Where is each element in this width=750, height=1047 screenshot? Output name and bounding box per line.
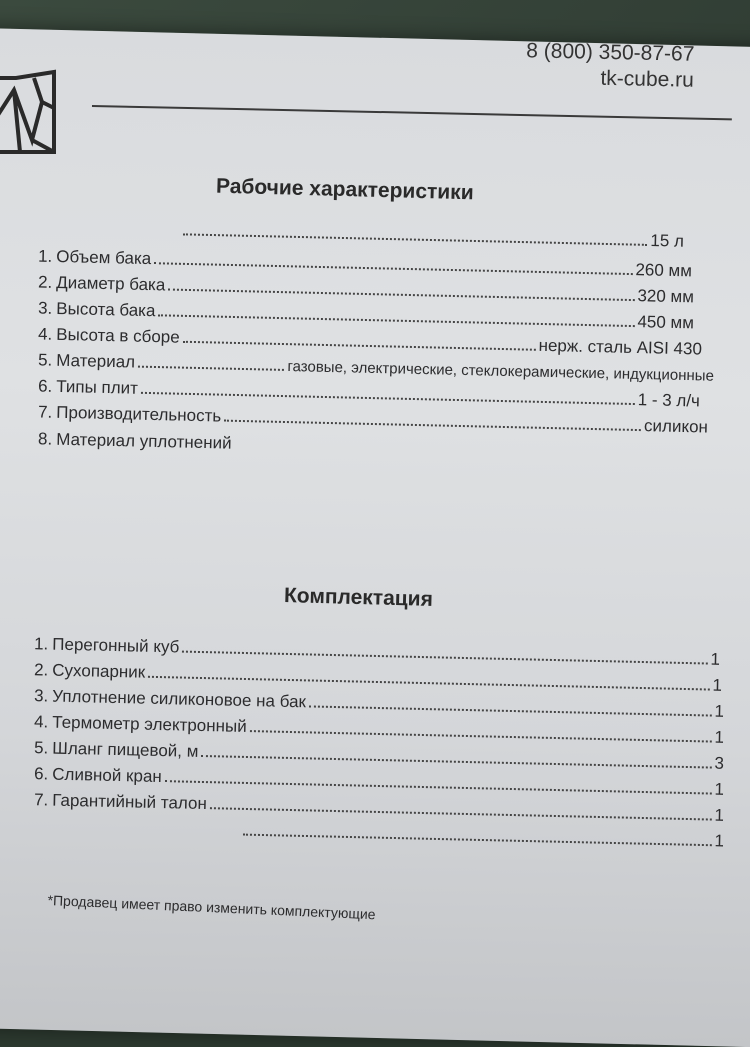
kit-quantity: 1: [714, 701, 725, 721]
spec-label: Материал: [56, 350, 136, 372]
leader-dots: [158, 314, 634, 327]
kit-number: 2.: [33, 660, 49, 680]
kit-number: 4.: [33, 712, 49, 732]
spec-label: Типы плит: [56, 376, 139, 398]
kit-number: 3.: [33, 686, 49, 706]
kit-label: Перегонный куб: [52, 634, 180, 657]
spec-label: Высота в сборе: [56, 324, 180, 347]
spec-value: 15 л: [650, 230, 685, 251]
leader-dots: [168, 289, 634, 302]
contact-block: [525, 38, 694, 94]
leader-dots: [210, 807, 712, 820]
leader-dots: [154, 262, 632, 275]
leader-dots: [183, 233, 647, 246]
kit-label: Сливной кран: [52, 764, 163, 787]
spec-value: 1 - 3 л/ч: [637, 390, 701, 411]
spec-number: 8.: [37, 429, 53, 449]
leader-dots: [138, 366, 284, 371]
leader-dots: [141, 392, 635, 405]
kit-trailing-row: [240, 821, 724, 852]
spec-number: 2.: [37, 272, 53, 292]
kit-quantity: 1: [714, 805, 725, 825]
kit-number: 1.: [33, 634, 49, 654]
header-divider: [92, 105, 732, 120]
kit-label: Уплотнение силиконовое на бак: [52, 686, 307, 712]
spec-value: 450 мм: [637, 312, 695, 333]
kit-quantity: 1: [712, 675, 723, 695]
spec-value: газовые, электрические, стеклокерамические, индукционные: [287, 357, 715, 385]
spec-value: нерж. сталь AISI 430: [538, 335, 703, 359]
spec-number: 7.: [37, 402, 53, 422]
phone-number: 8 (800) 350-87-67: [525, 39, 695, 66]
kit-quantity: 1: [714, 831, 725, 851]
kit-label: Гарантийный талон: [52, 790, 208, 814]
kit-label: Термометр электронный: [52, 712, 247, 736]
leader-dots: [309, 705, 712, 716]
kit-quantity: 1: [710, 649, 721, 669]
specs-top-row: [180, 220, 684, 251]
kit-title: Комплектация: [283, 584, 434, 611]
spec-number: 5.: [37, 350, 53, 370]
spec-number: 6.: [37, 376, 53, 396]
spec-label: Объем бака: [56, 246, 152, 269]
leader-dots: [148, 676, 709, 691]
spec-value: 320 мм: [637, 286, 695, 307]
website-link: tk-cube.ru: [600, 66, 694, 92]
spec-number: 4.: [37, 324, 53, 344]
leader-dots: [182, 651, 707, 665]
spec-label: Материал уплотнений: [56, 429, 232, 453]
kit-quantity: 1: [714, 727, 725, 747]
specs-title: Рабочие характеристики: [215, 174, 474, 205]
spec-row: [38, 429, 278, 454]
leader-dots: [250, 730, 712, 742]
kit-number: 6.: [33, 764, 49, 784]
spec-number: 3.: [37, 298, 53, 318]
kit-quantity: 1: [714, 779, 725, 799]
leader-dots: [243, 834, 711, 847]
spec-label: Производительность: [56, 402, 222, 426]
spec-label: Высота бака: [56, 298, 156, 321]
leader-dots: [183, 341, 536, 351]
spec-number: 1.: [37, 246, 53, 266]
company-logo: [0, 68, 62, 154]
leader-dots: [224, 420, 641, 431]
spec-value: 260 мм: [635, 260, 693, 281]
footnote: *Продавец имеет право изменить комплектующие: [47, 892, 376, 923]
kit-quantity: 3: [714, 753, 725, 773]
spec-value: силикон: [643, 416, 709, 437]
spec-label: Диаметр бака: [56, 272, 166, 295]
leader-dots: [165, 780, 712, 794]
kit-number: 7.: [33, 790, 49, 810]
kit-number: 5.: [33, 738, 49, 758]
leader-dots: [201, 755, 711, 769]
kit-label: Шланг пищевой, м: [52, 738, 199, 761]
kit-label: Сухопарник: [52, 660, 146, 682]
